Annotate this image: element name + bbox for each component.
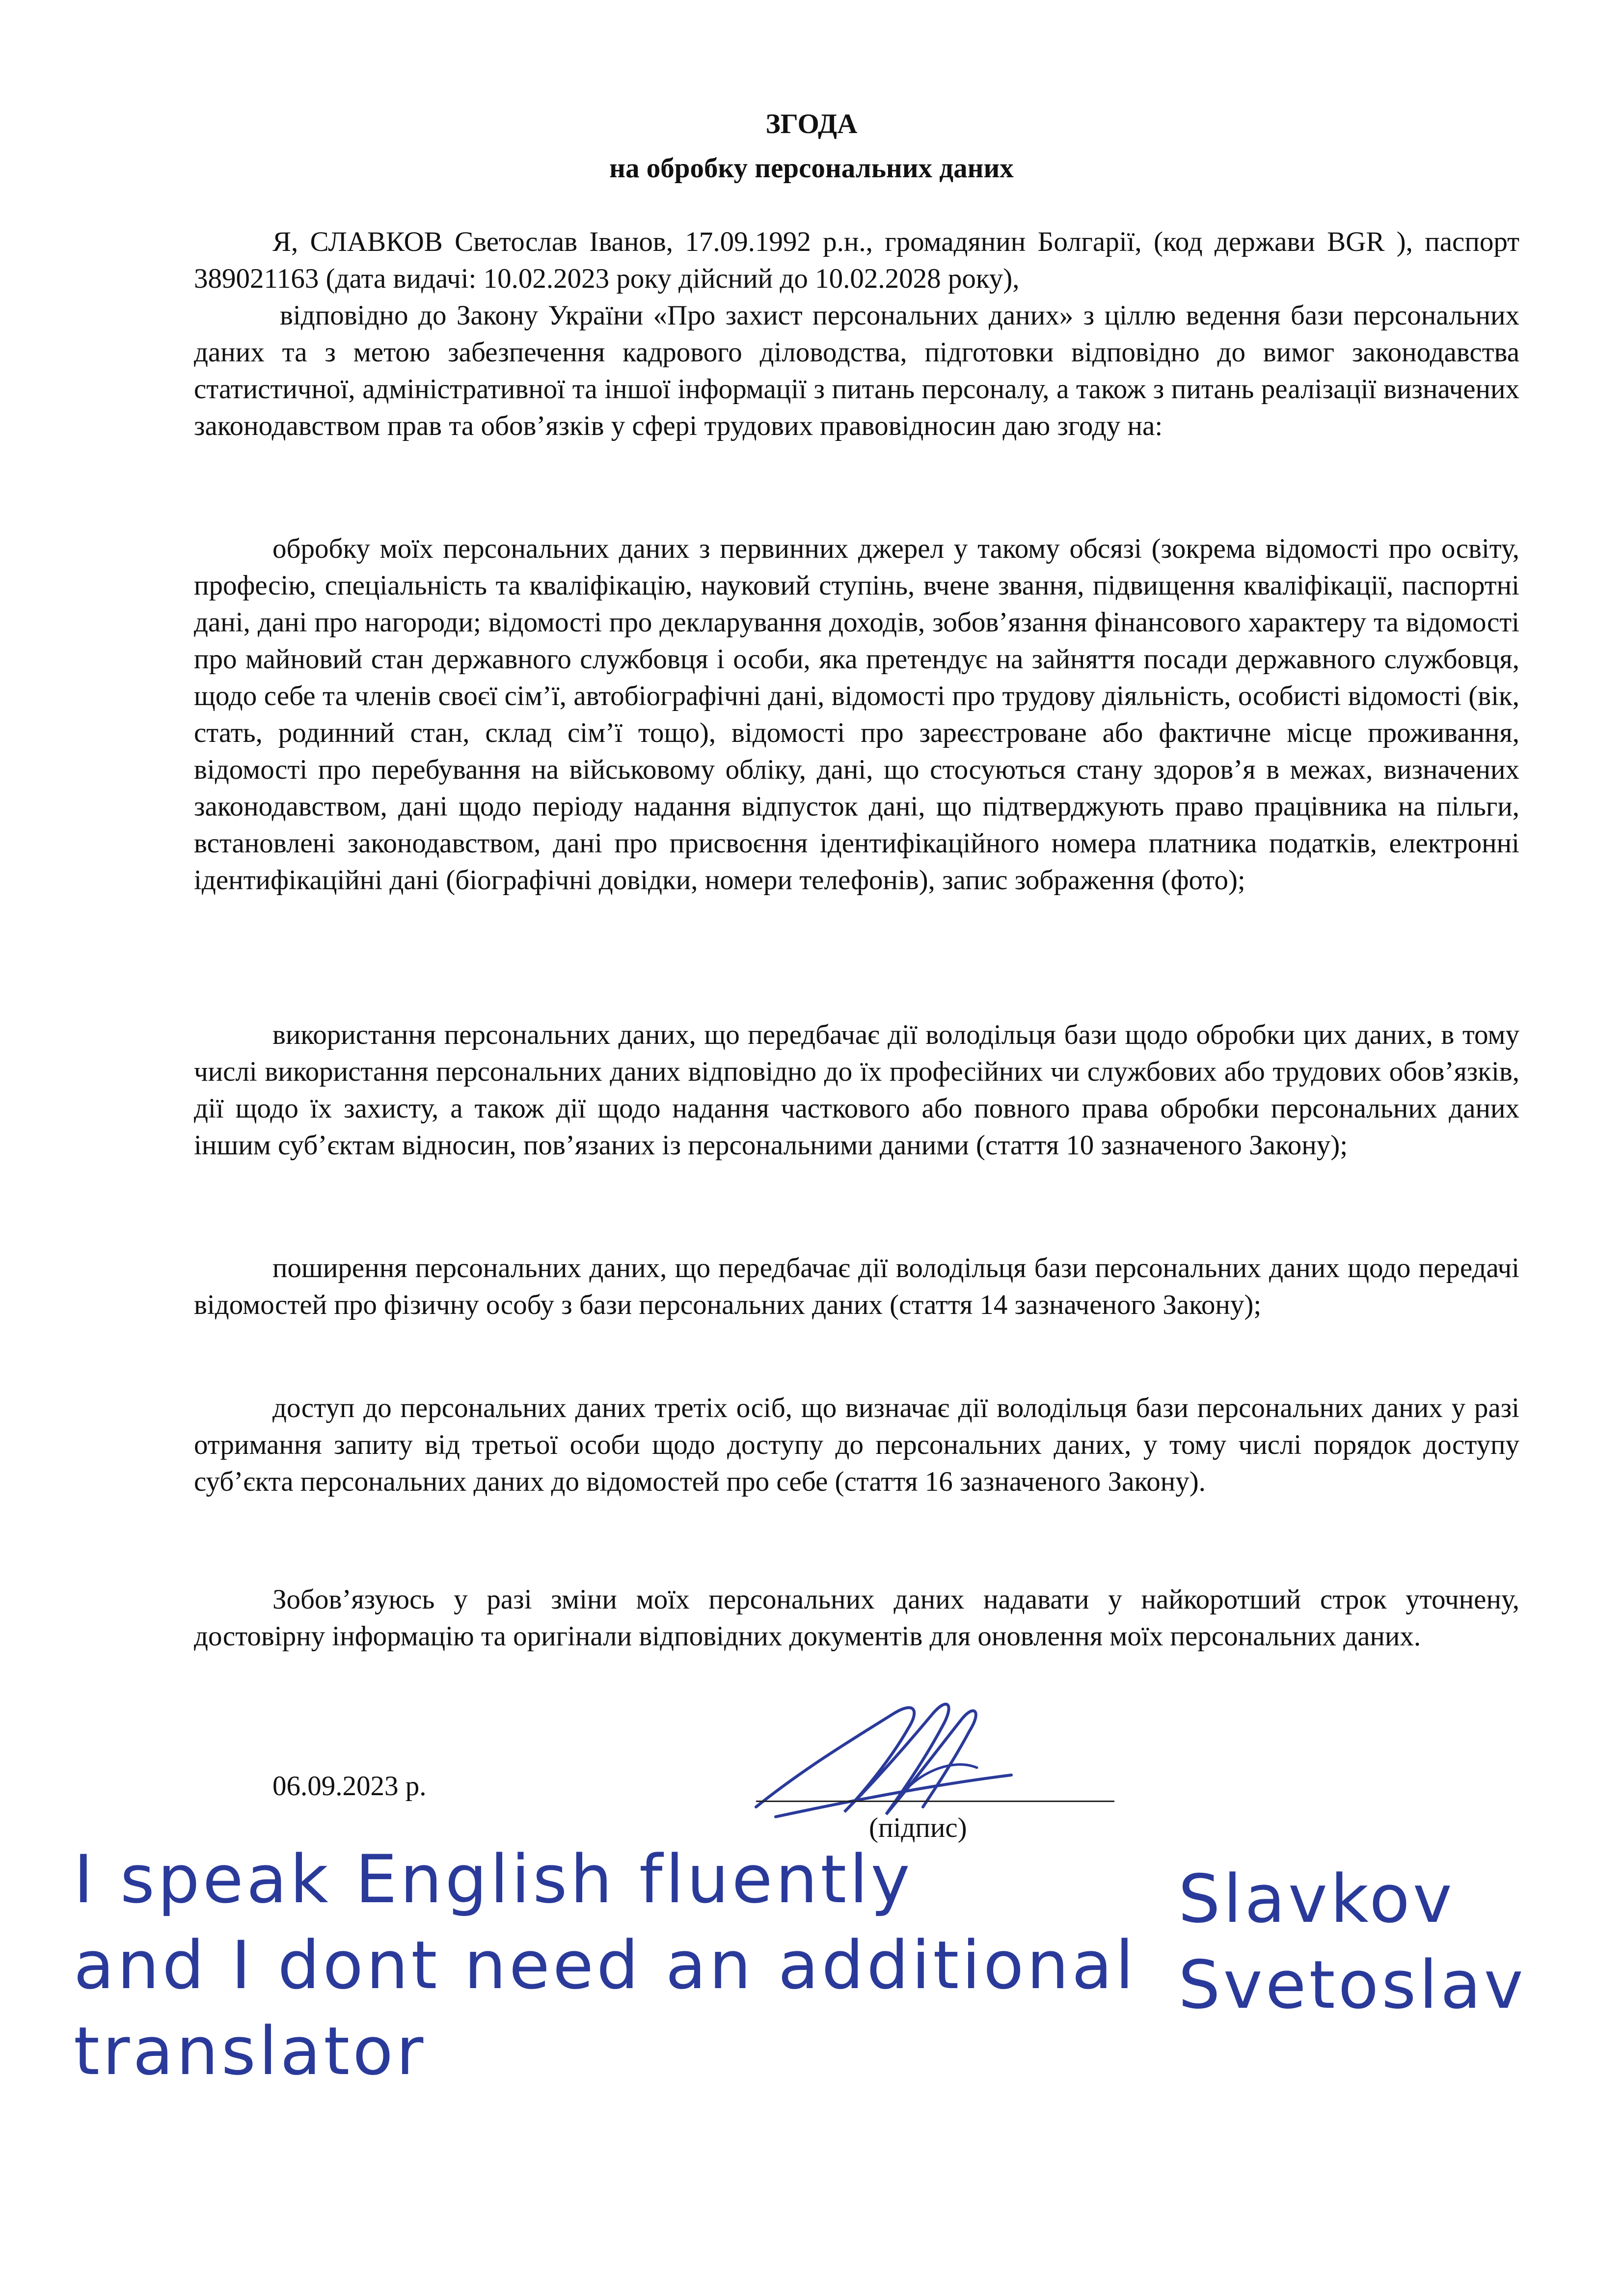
consent-item-3: [194, 1250, 1519, 1323]
consent-item-2: [194, 1016, 1519, 1164]
document-date: 06.09.2023 р.: [272, 1771, 427, 1802]
document-subtitle: на обробку персональних даних: [609, 153, 1014, 184]
purpose-text: відповідно до Закону України «Про захист персональних даних» з ціллю ведення бази персональних даних та з метою забезпечення кадрового діловодства, підготовки відповідно до вимог законодавства статистичної, адміністративної та іншої інформації з питань персоналу, а також з питань реалізації визначених законодавством прав та обов’язків у сфері трудових правовідносин даю згоду на:: [194, 300, 1519, 441]
consent-item-4: [194, 1390, 1519, 1500]
consent-item-text: доступ до персональних даних третіх осіб, що визначає дії володільця бази персональних даних у разі отримання запиту від третьої особи щодо доступу до персональних даних, у тому числі порядок доступу суб’єкта персональних даних до відомостей про себе (стаття 16 зазначеного Закону).: [194, 1393, 1519, 1497]
consent-item-1: [194, 530, 1519, 899]
closing-paragraph: [194, 1581, 1519, 1655]
handwritten-name: Slavkov Svetoslav: [1178, 1860, 1526, 2023]
signature-line: [756, 1801, 1114, 1802]
closing-text: Зобов’язуюсь у разі зміни моїх персональних даних надавати у найкоротший строк уточнену, достовірну інформацію та оригінали відповідних документів для оновлення моїх персональних даних.: [194, 1584, 1519, 1652]
handwritten-note: I speak English fluently and I dont need an additional translator: [74, 1841, 1137, 2090]
consent-item-text: обробку моїх персональних даних з первинних джерел у такому обсязі (зокрема відомості про освіту, професію, спеціальність та кваліфікацію, науковий ступінь, вчене звання, підвищення кваліфікації, паспортні дані, дані про нагороди; відомості про декларування доходів, зобов’язання фінансового характеру та відомості про майновий стан державного службовця і особи, яка претендує на зайняття посади державного службовця, щодо себе та членів своєї сім’ї, автобіографічні дані, відомості про трудову діяльність, особисті відомості (вік, стать, родинний стан, склад сім’ї тощо), відомості про зареєстроване або фактичне місце проживання, відомості про перебування на військовому обліку, дані, що стосуються стану здоров’я в межах, визначених законодавством, дані щодо періоду надання відпусток дані, що підтверджують право працівника на пільги, встановлені законодавством, дані про присвоєння ідентифікаційного номера платника податків, електронні ідентифікаційні дані (біографічні довідки, номери телефонів), запис зображення (фото);: [194, 533, 1519, 896]
intro-text: Я, СЛАВКОВ Светослав Іванов, 17.09.1992 р.н., громадянин Болгарії, (код держави BGR ), паспорт 389021163 (дата видачі: 10.02.2023 року дійсний до 10.02.2028 року),: [194, 226, 1519, 294]
consent-item-text: поширення персональних даних, що передбачає дії володільця бази персональних даних щодо передачі відомостей про фізичну особу з бази персональних даних (стаття 14 зазначеного Закону);: [194, 1253, 1519, 1320]
intro-paragraph: [194, 223, 1519, 297]
document-title: ЗГОДА: [765, 109, 858, 139]
consent-item-text: використання персональних даних, що передбачає дії володільця бази щодо обробки цих даних, в тому числі використання персональних даних відповідно до їх професійних чи службових або трудових обов’язків, дії щодо їх захисту, а також дії щодо надання часткового або повного права обробки персональних даних іншим суб’єктам відносин, пов’язаних із персональними даними (стаття 10 зазначеного Закону);: [194, 1019, 1519, 1161]
signature-label: (підпис): [869, 1812, 967, 1843]
purpose-paragraph: [194, 297, 1519, 444]
